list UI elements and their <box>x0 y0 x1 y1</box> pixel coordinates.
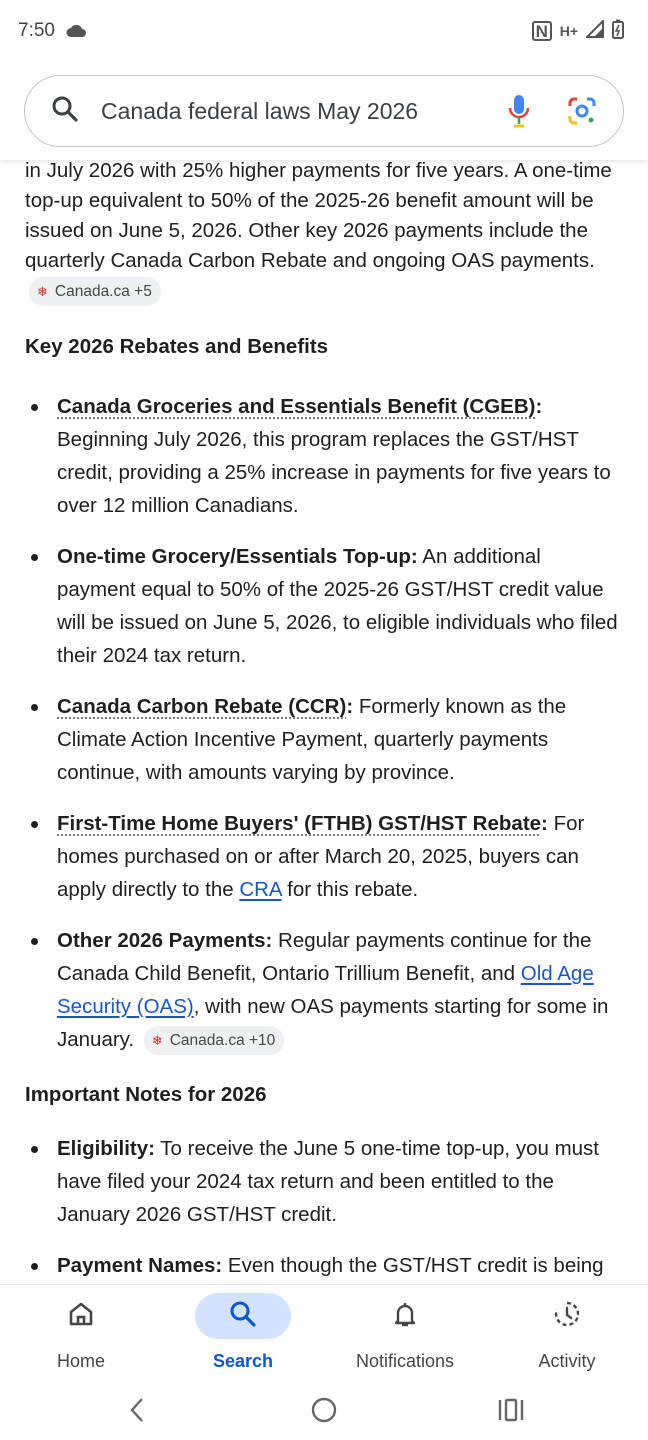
source-chip-label: Canada.ca +5 <box>54 282 152 300</box>
item-text: Beginning July 2026, this program replaces the GST/HST credit, providing a 25% increase in payments for five years to over 12 million Canadians. <box>57 428 611 518</box>
item-text: for this rebate. <box>281 878 419 902</box>
term-colon: : <box>346 695 354 719</box>
nav-home[interactable] <box>0 1285 162 1381</box>
list-item <box>0 1249 648 1282</box>
nav-notifications[interactable] <box>324 1285 486 1381</box>
term-eligibility: Eligibility: <box>57 1137 155 1161</box>
search-icon <box>228 1299 258 1334</box>
item-text: Regular payments continue for the Canada Child Benefit, Ontario Trillium Benefit, and <box>57 929 592 986</box>
home-icon <box>66 1299 96 1334</box>
intro-text: in July 2026 with 25% higher payments for five years. A one-time top-up equivalent to 50% of the 2025-26 benefit amount will be issued on June 5, 2026. Other key 2026 payments include the quarterly Canada Carbon Rebate and ongoing OAS payments. <box>25 160 612 272</box>
search-header <box>0 62 648 160</box>
nav-search-label: Search <box>212 1351 274 1371</box>
list-item <box>0 690 648 789</box>
source-chip-label: Canada.ca +10 <box>169 1032 276 1050</box>
nav-search[interactable] <box>162 1285 324 1381</box>
nav-activity-label: Activity <box>538 1351 596 1371</box>
bottom-navigation <box>0 1284 648 1380</box>
item-text: An additional payment equal to 50% of the 2025-26 GST/HST credit value will be issued on June 5, 2026, to eligible individuals who filed their 2024 tax return. <box>57 545 618 668</box>
item-text: Formerly known as the Climate Action Incentive Payment, quarterly payments continue, with amounts varying by province. <box>57 695 567 785</box>
term-colon: : <box>535 395 543 419</box>
benefits-list <box>0 390 648 1056</box>
nav-notifications-label: Notifications <box>355 1351 455 1371</box>
term-fthb[interactable]: First-Time Home Buyers' (FTHB) GST/HST Rebate <box>57 812 542 836</box>
status-icons <box>532 19 624 44</box>
status-bar <box>0 0 648 62</box>
item-text: Even though the GST/HST credit is being <box>222 1254 604 1278</box>
term-cgeb[interactable]: Canada Groceries and Essentials Benefit (CGEB) <box>57 395 536 419</box>
source-chip[interactable] <box>144 1026 284 1055</box>
maple-leaf-icon: ❄ <box>37 283 48 299</box>
section-heading-notes: Important Notes for 2026 <box>25 1083 267 1107</box>
list-item <box>0 390 648 522</box>
item-text: , with new OAS payments starting for some in January. <box>57 995 609 1052</box>
recents-icon[interactable] <box>486 1390 536 1430</box>
network-type-label: H+ <box>559 23 578 39</box>
home-circle-icon[interactable] <box>299 1390 349 1430</box>
list-item <box>0 924 648 1056</box>
system-navigation-bar <box>0 1380 648 1440</box>
ai-overview-content <box>0 160 648 1284</box>
search-bar[interactable] <box>24 75 624 147</box>
list-item <box>0 540 648 672</box>
cloud-icon <box>65 24 87 38</box>
term-colon: : <box>541 812 548 836</box>
intro-paragraph <box>0 160 648 306</box>
list-item <box>0 1132 648 1231</box>
notes-list <box>0 1132 648 1282</box>
oas-link[interactable]: Old Age Security (OAS) <box>57 962 594 1019</box>
maple-leaf-icon: ❄ <box>151 1033 163 1049</box>
term-other-payments: Other 2026 Payments: <box>57 929 273 953</box>
cra-link[interactable]: CRA <box>239 878 282 902</box>
search-icon <box>51 95 79 128</box>
term-top-up: One-time Grocery/Essentials Top-up: <box>57 545 418 569</box>
term-ccr[interactable]: Canada Carbon Rebate (CCR) <box>57 695 347 719</box>
item-text: For homes purchased on or after March 20, 2025, buyers can apply directly to the <box>57 812 585 902</box>
status-time: 7:50 <box>18 20 55 41</box>
section-heading-key-rebates: Key 2026 Rebates and Benefits <box>25 335 329 359</box>
search-input[interactable]: Canada federal laws May 2026 <box>101 97 419 124</box>
back-icon[interactable] <box>112 1390 162 1430</box>
microphone-icon[interactable] <box>507 93 531 129</box>
signal-icon <box>586 20 604 43</box>
nfc-icon: N <box>532 21 552 41</box>
item-text: To receive the June 5 one-time top-up, you must have filed your 2024 tax return and been entitled to the January 2026 GST/HST credit. <box>57 1137 599 1227</box>
nav-home-label: Home <box>56 1351 105 1371</box>
activity-icon <box>552 1299 582 1334</box>
term-payment-names: Payment Names: <box>57 1254 223 1278</box>
battery-icon <box>612 19 624 44</box>
nav-activity[interactable] <box>486 1285 648 1381</box>
bell-icon <box>390 1299 420 1334</box>
source-chip[interactable] <box>29 277 161 306</box>
google-lens-icon[interactable] <box>567 96 597 126</box>
list-item <box>0 807 648 906</box>
